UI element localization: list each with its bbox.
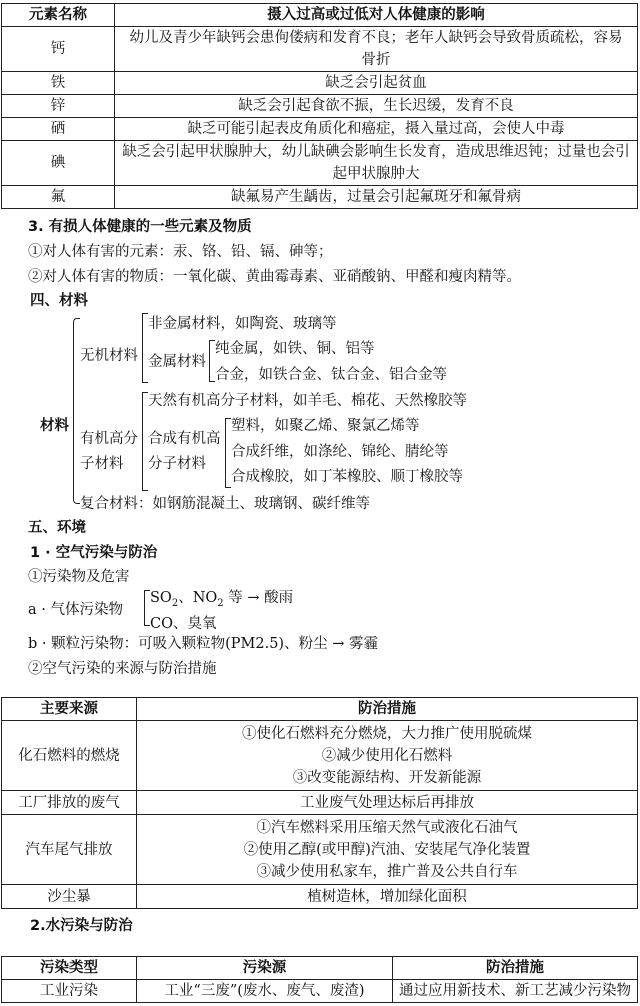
synthetic-fiber: 合成纤维，如涤纶、锦纶、腈纶等 xyxy=(231,444,449,460)
synthetic-polymer-line2: 分子材料 xyxy=(148,456,206,472)
water-measure-cell: 通过应用新技术、新工艺减少污染物 xyxy=(393,980,638,1003)
effect-cell: 幼儿及青少年缺钙会患佝偻病和发育不良；老年人缺钙会导致骨质疏松，容易骨折 xyxy=(115,27,638,72)
gas-acid-rain xyxy=(150,586,293,609)
header-prevention: 防治措施 xyxy=(137,698,638,721)
pure-metal: 纯金属，如铁、铜、铝等 xyxy=(215,341,375,357)
measure-line: ③减少使用私家车，推广普及公共自行车 xyxy=(256,863,518,880)
alloy: 合金，如铁合金、钛合金、铝合金等 xyxy=(215,367,447,383)
effect-cell: 缺氟易产生龋齿，过量会引起氟斑牙和氟骨病 xyxy=(115,186,638,209)
element-cell: 铁 xyxy=(2,72,115,95)
measure-line: 工业废气处理达标后再排放 xyxy=(300,794,474,811)
composite-materials: 复合材料：如钢筋混凝土、玻璃钢、碳纤维等 xyxy=(80,496,370,512)
organic-materials-line1: 有机高分 xyxy=(80,431,138,447)
effect-cell: 缺乏可能引起表皮角质化和癌症，摄入量过高，会使人中毒 xyxy=(115,118,638,141)
measure-line: 植树造林，增加绿化面积 xyxy=(307,888,467,905)
so2-text: SO xyxy=(150,590,172,606)
header-water-prevention: 防治措施 xyxy=(393,957,638,980)
element-cell: 硒 xyxy=(2,118,115,141)
no2-subscript: 2 xyxy=(217,597,224,609)
measure-line: ③改变能源结构、开发新能源 xyxy=(292,769,482,786)
measures-cell xyxy=(137,815,638,885)
harmful-substances-line: ②对人体有害的物质：一氧化碳、黄曲霉毒素、亚硝酸钠、甲醛和瘦肉精等。 xyxy=(28,269,521,285)
source-cell: 汽车尾气排放 xyxy=(2,815,137,885)
element-cell: 氟 xyxy=(2,186,115,209)
element-cell: 锌 xyxy=(2,95,115,118)
header-pollution-type: 污染类型 xyxy=(2,957,137,980)
inorganic-materials: 无机材料 xyxy=(80,348,138,364)
header-main-source: 主要来源 xyxy=(2,698,137,721)
gas-co-ozone: CO、臭氧 xyxy=(150,616,217,632)
element-health-table xyxy=(1,3,638,209)
effect-cell: 缺乏会引起贫血 xyxy=(115,72,638,95)
pollution-source-item: ②空气污染的来源与防治措施 xyxy=(28,661,217,677)
metal-materials: 金属材料 xyxy=(148,354,206,370)
organic-materials-line2: 子材料 xyxy=(80,456,124,472)
section5-title: 五、环境 xyxy=(28,520,86,536)
effect-cell: 缺乏会引起食欲不振，生长迟缓，发育不良 xyxy=(115,95,638,118)
source-cell: 工厂排放的废气 xyxy=(2,791,137,815)
header-element-name: 元素名称 xyxy=(2,4,115,27)
measures-cell xyxy=(137,721,638,791)
header-pollution-source: 污染源 xyxy=(137,957,393,980)
air-pollution-table xyxy=(1,697,638,909)
water-pollution-table xyxy=(1,956,638,1003)
pollutants-item: ①污染物及危害 xyxy=(28,569,130,585)
nonmetal-materials: 非金属材料，如陶瓷、玻璃等 xyxy=(148,316,337,332)
particle-pollutants: b · 颗粒污染物：可吸入颗粒物(PM2.5)、粉尘 → 雾霾 xyxy=(28,636,378,652)
synthetic-polymer-line1: 合成有机高 xyxy=(148,431,221,447)
gas-pollutants-label: a · 气体污染物 xyxy=(28,602,123,618)
source-cell: 化石燃料的燃烧 xyxy=(2,721,137,791)
element-cell: 碘 xyxy=(2,141,115,186)
materials-root: 材料 xyxy=(40,418,69,434)
effect-cell: 缺乏会引起甲状腺肿大，幼儿缺碘会影响生长发育，造成思维迟钝；过量也会引起甲状腺肿大 xyxy=(115,141,638,186)
element-cell: 钙 xyxy=(2,27,115,72)
so2-subscript: 2 xyxy=(171,597,179,609)
air-pollution-title: 1 · 空气污染与防治 xyxy=(30,545,158,561)
acid-rain-text: 等 → 酸雨 xyxy=(223,590,294,606)
section4-title: 四、材料 xyxy=(30,293,88,309)
header-health-effect: 摄入过高或过低对人体健康的影响 xyxy=(115,4,638,27)
plastic: 塑料，如聚乙烯、聚氯乙烯等 xyxy=(231,418,420,434)
natural-polymer: 天然有机高分子材料，如羊毛、棉花、天然橡胶等 xyxy=(148,393,467,409)
harmful-elements-line: ①对人体有害的元素：汞、铬、铅、镉、砷等； xyxy=(28,244,333,260)
measure-line: ①汽车燃料采用压缩天然气或液化石油气 xyxy=(256,819,518,836)
pollution-source-cell: 工业“三废”(废水、废气、废渣) xyxy=(137,980,393,1003)
measures-cell xyxy=(137,791,638,815)
section3-title: 3. 有损人体健康的一些元素及物质 xyxy=(28,219,252,235)
pollution-type-cell: 工业污染 xyxy=(2,980,137,1003)
synthetic-rubber: 合成橡胶，如丁苯橡胶、顺丁橡胶等 xyxy=(231,469,463,485)
measure-line: ②使用乙醇(或甲醇)汽油、安装尾气净化装置 xyxy=(243,841,531,858)
materials-brace xyxy=(73,318,80,504)
water-pollution-title: 2.水污染与防治 xyxy=(30,918,133,934)
no2-text: 、NO xyxy=(178,590,218,606)
measure-line: ①使化石燃料充分燃烧，大力推广使用脱硫煤 xyxy=(242,725,532,742)
measures-cell xyxy=(137,885,638,909)
measure-line: ②减少使用化石燃料 xyxy=(321,747,453,764)
source-cell: 沙尘暴 xyxy=(2,885,137,909)
